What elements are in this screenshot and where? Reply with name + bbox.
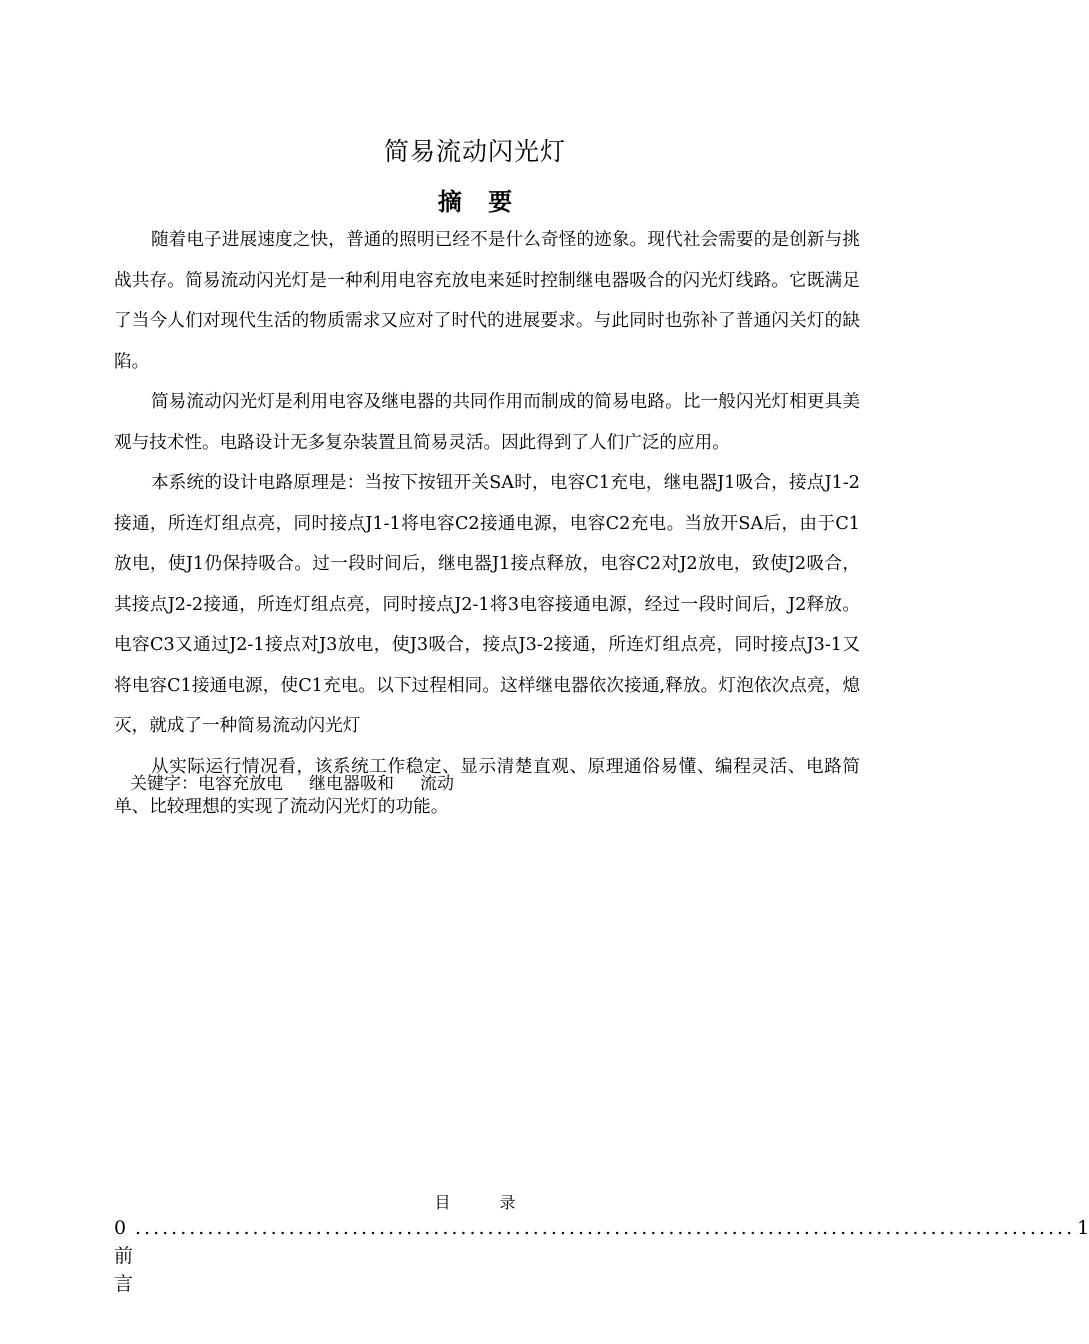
abstract-paragraph: 随着电子进展速度之快，普通的照明已经不是什么奇怪的迹象。现代社会需要的是创新与挑战共存。简易流动闪光灯是一种利用电容充放电来延时控制继电器吸合的闪光灯线路。它既满足了当今人们对现代生活的物质需求又应对了时代的进展要求。与此同时也弥补了普通闪关灯的缺陷。 [114, 230, 860, 372]
toc-heading: 目 录 [434, 1193, 516, 1212]
keywords-label: 关键字： [130, 774, 198, 794]
toc-entry-label: 0前言 [114, 1217, 134, 1295]
abstract-paragraph: 本系统的设计电路原理是：当按下按钮开关SA时，电容C1充电，继电器J1吸合，接点J1-2接通，所连灯组点亮，同时接点J1-1将电容C2接通电源，电容C2充电。当放开SA后，由于C1放电，使J1仍保持吸合。过一段时间后，继电器J1接点释放，电容C2对J2放电，致使J2吸合，其接点J2-2接通，所连灯组点亮，同时接点J2-1将3电容接通电源，经过一段时间后，J2释放。电容C3又通过J2-1接点对J3放电，使J3吸合，接点J3-2接通，所连灯组点亮，同时接点J3-1又将电容C1接通电源，使C1充电。以下过程相同。这样继电器依次接通,释放。灯泡依次点亮，熄灭，就成了一种简易流动闪光灯 [114, 473, 860, 736]
abstract-heading: 摘 要 [437, 188, 513, 216]
toc-entry-page: 1 [1077, 1217, 1089, 1239]
abstract-paragraph: 从实际运行情况看，该系统工作稳定、显示清楚直观、原理通俗易懂、编程灵活、电路简单、比较理想的实现了流动闪光灯的功能。 [114, 756, 860, 817]
abstract-body [114, 220, 860, 828]
abstract-paragraph: 简易流动闪光灯是利用电容及继电器的共同作用而制成的简易电路。比一般闪光灯相更具美观与技术性。电路设计无多复杂装置且简易灵活。因此得到了人们广泛的应用。 [114, 392, 860, 453]
document-title: 简易流动闪光灯 [383, 137, 566, 166]
toc-entry[interactable] [114, 1214, 1089, 1298]
keywords-line [130, 770, 480, 798]
keyword: 电容充放电 [198, 774, 283, 794]
keyword: 继电器吸和 [309, 774, 394, 794]
keyword: 流动 [420, 774, 454, 794]
toc-leader-dots: ........................................................................................................ [135, 1217, 1076, 1239]
